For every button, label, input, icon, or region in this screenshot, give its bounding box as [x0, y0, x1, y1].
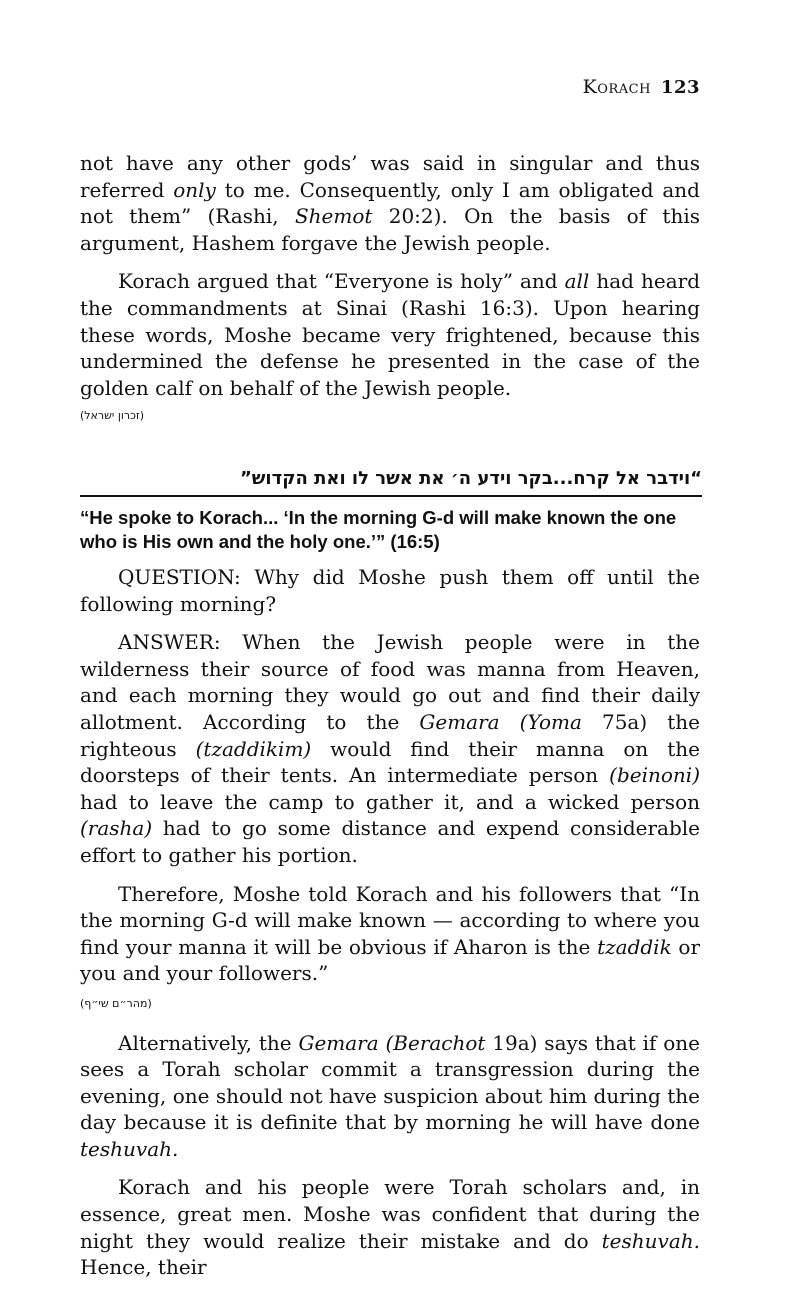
- main-text-block: [80, 564, 700, 1293]
- paragraph: not have any other gods’ was said in singular and thus referred only to me. Consequently, only I am obligated and not them” (Rashi, Shemot 20:2). On the basis of this argument, Hashem forgave the Jewish people.: [80, 151, 700, 255]
- top-text-block: [80, 150, 700, 442]
- paragraph: Korach and his people were Torah scholars and, in essence, great men. Moshe was confident that during the night they would realize their mistake and do teshuvah. Hence, their: [80, 1175, 700, 1280]
- english-verse-heading: “He spoke to Korach... ‘In the morning G-d will make known the one who is His own and the holy one.’” (16:5): [80, 507, 677, 552]
- running-head: [583, 76, 700, 98]
- question-paragraph: QUESTION: Why did Moshe push them off until the following morning?: [80, 565, 700, 616]
- source-citation: (מהר״ם שי״ף): [80, 996, 152, 1010]
- paragraph: Therefore, Moshe told Korach and his followers that “In the morning G-d will make known — according to where you find your manna it will be obvious if Aharon is the tzaddik or you and your followers.”: [80, 881, 700, 986]
- page-number: 123: [660, 77, 700, 98]
- hebrew-verse-heading: “וידבר אל קרח...בקר וידע ה׳ את אשר לו ואת הקדוש”: [80, 468, 702, 497]
- source-citation: (זכרון ישראל): [80, 409, 144, 423]
- paragraph: Korach argued that “Everyone is holy” and all had heard the commandments at Sinai (Rashi 16:3). Upon hearing these words, Moshe became very frightened, because this undermined the defense he presented in the case of the golden calf on behalf of the Jewish people.: [80, 269, 701, 400]
- answer-paragraph: ANSWER: When the Jewish people were in the wilderness their source of food was manna from Heaven, and each morning they would go out and find their daily allotment. According to the Gemara (Yoma 75a) the righteous (tzaddikim) would find their manna on the doorsteps of their tents. An intermediate person (beinoni) had to leave the camp to gather it, and a wicked person (rasha) had to go some distance and expend considerable effort to gather his portion.: [80, 630, 700, 867]
- section-name: Korach: [582, 76, 651, 98]
- paragraph: Alternatively, the Gemara (Berachot 19a) says that if one sees a Torah scholar commit a transgression during the evening, one should not have suspicion about him during the day because it is definite that by morning he will have done teshuvah.: [80, 1030, 700, 1161]
